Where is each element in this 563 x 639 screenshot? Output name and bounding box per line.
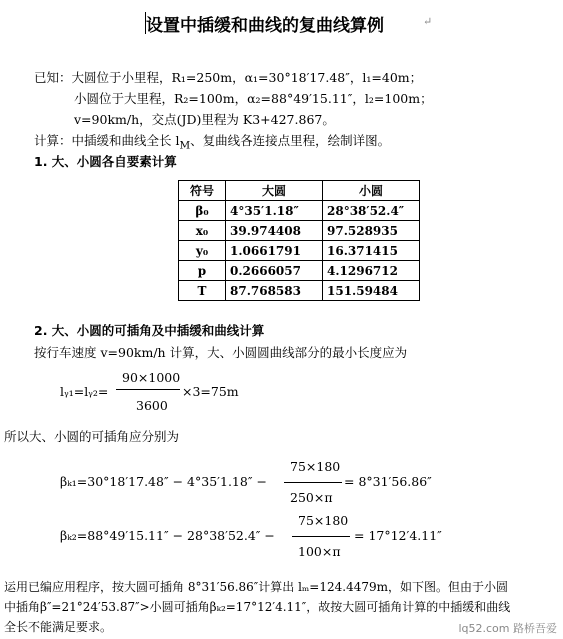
closing-line-3: 全长不能满足要求。 bbox=[4, 620, 113, 634]
equation-3-rhs: = 17°12′4.11″ bbox=[354, 528, 442, 543]
paragraph-insert-angle: 所以大、小圆的可插角应分别为 bbox=[4, 429, 180, 444]
equation-1-rhs: ×3=75m bbox=[182, 384, 239, 399]
given-line-1: 已知：大圆位于小里程，R₁=250m，α₁=30°18′17.48″，l₁=40m； bbox=[34, 70, 423, 85]
table-cell: 151.59484 bbox=[323, 281, 420, 301]
table-row bbox=[179, 201, 420, 221]
table-cell: 97.528935 bbox=[323, 221, 420, 241]
table-header-row bbox=[179, 181, 420, 201]
table-row bbox=[179, 241, 420, 261]
given-line-2: 小圆位于大里程，R₂=100m，α₂=88°49′15.11″，l₂=100m； bbox=[74, 91, 433, 106]
equation-2-numerator: 75×180 bbox=[290, 459, 341, 474]
compute-label: 计算：中插缓和曲线全长 l bbox=[34, 133, 180, 148]
equation-1-lhs: lᵧ₁=lᵧ₂= bbox=[60, 384, 109, 399]
equation-1-numerator: 90×1000 bbox=[122, 370, 181, 385]
fraction-bar bbox=[292, 536, 350, 537]
table-cell: 4°35′1.18″ bbox=[226, 201, 323, 221]
fraction-bar bbox=[284, 482, 342, 483]
paragraph-mark: ↵ bbox=[423, 15, 433, 28]
watermark: lq52.com 路桥吾爱 bbox=[458, 622, 557, 635]
fraction-bar bbox=[116, 389, 180, 390]
table-cell: p bbox=[179, 261, 226, 281]
section-heading-2: 2. 大、小圆的可插角及中插缓和曲线计算 bbox=[34, 323, 265, 338]
table-cell: 28°38′52.4″ bbox=[323, 201, 420, 221]
table-row bbox=[179, 261, 420, 281]
table-cell: 39.974408 bbox=[226, 221, 323, 241]
table-cell: y₀ bbox=[179, 241, 226, 261]
closing-line-1: 运用已编应用程序，按大圆可插角 8°31′56.86″计算出 lₘ=124.4479m，如下图。但由于小圆 bbox=[4, 580, 508, 594]
equation-2-denominator: 250×π bbox=[290, 490, 333, 505]
table-cell: x₀ bbox=[179, 221, 226, 241]
equation-3-denominator: 100×π bbox=[298, 544, 341, 559]
page-title: 设置中插缓和曲线的复曲线算例 bbox=[146, 16, 384, 36]
section-heading-1: 1. 大、小圆各自要素计算 bbox=[34, 154, 177, 169]
table-cell: 16.371415 bbox=[323, 241, 420, 261]
parameter-table bbox=[178, 180, 420, 301]
table-header-cell: 小圆 bbox=[323, 181, 420, 201]
paragraph-min-length: 按行车速度 v=90km/h 计算，大、小圆圆曲线部分的最小长度应为 bbox=[34, 345, 408, 360]
table-cell: β₀ bbox=[179, 201, 226, 221]
table-cell: T bbox=[179, 281, 226, 301]
equation-1-denominator: 3600 bbox=[136, 398, 168, 413]
compute-rest: 、复曲线各连接点里程，绘制详图。 bbox=[190, 133, 391, 148]
compute-subscript: M bbox=[179, 139, 191, 152]
table-row bbox=[179, 221, 420, 241]
compute-line bbox=[34, 131, 390, 152]
equation-2-lhs: βₖ₁=30°18′17.48″ − 4°35′1.18″ − bbox=[60, 474, 267, 489]
table-row bbox=[179, 281, 420, 301]
table-cell: 0.2666057 bbox=[226, 261, 323, 281]
equation-3-numerator: 75×180 bbox=[298, 513, 349, 528]
table-header-cell: 大圆 bbox=[226, 181, 323, 201]
equation-3-lhs: βₖ₂=88°49′15.11″ − 28°38′52.4″ − bbox=[60, 528, 275, 543]
closing-line-2: 中插角β″=21°24′53.87″>小圆可插角βₖ₂=17°12′4.11″，故按大圆可插角计算的中插缓和曲线 bbox=[4, 600, 511, 614]
table-cell: 87.768583 bbox=[226, 281, 323, 301]
table-cell: 4.1296712 bbox=[323, 261, 420, 281]
table-header-cell: 符号 bbox=[179, 181, 226, 201]
given-line-3: v=90km/h，交点(JD)里程为 K3+427.867。 bbox=[74, 112, 335, 127]
table-cell: 1.0661791 bbox=[226, 241, 323, 261]
equation-2-rhs: = 8°31′56.86″ bbox=[344, 474, 432, 489]
